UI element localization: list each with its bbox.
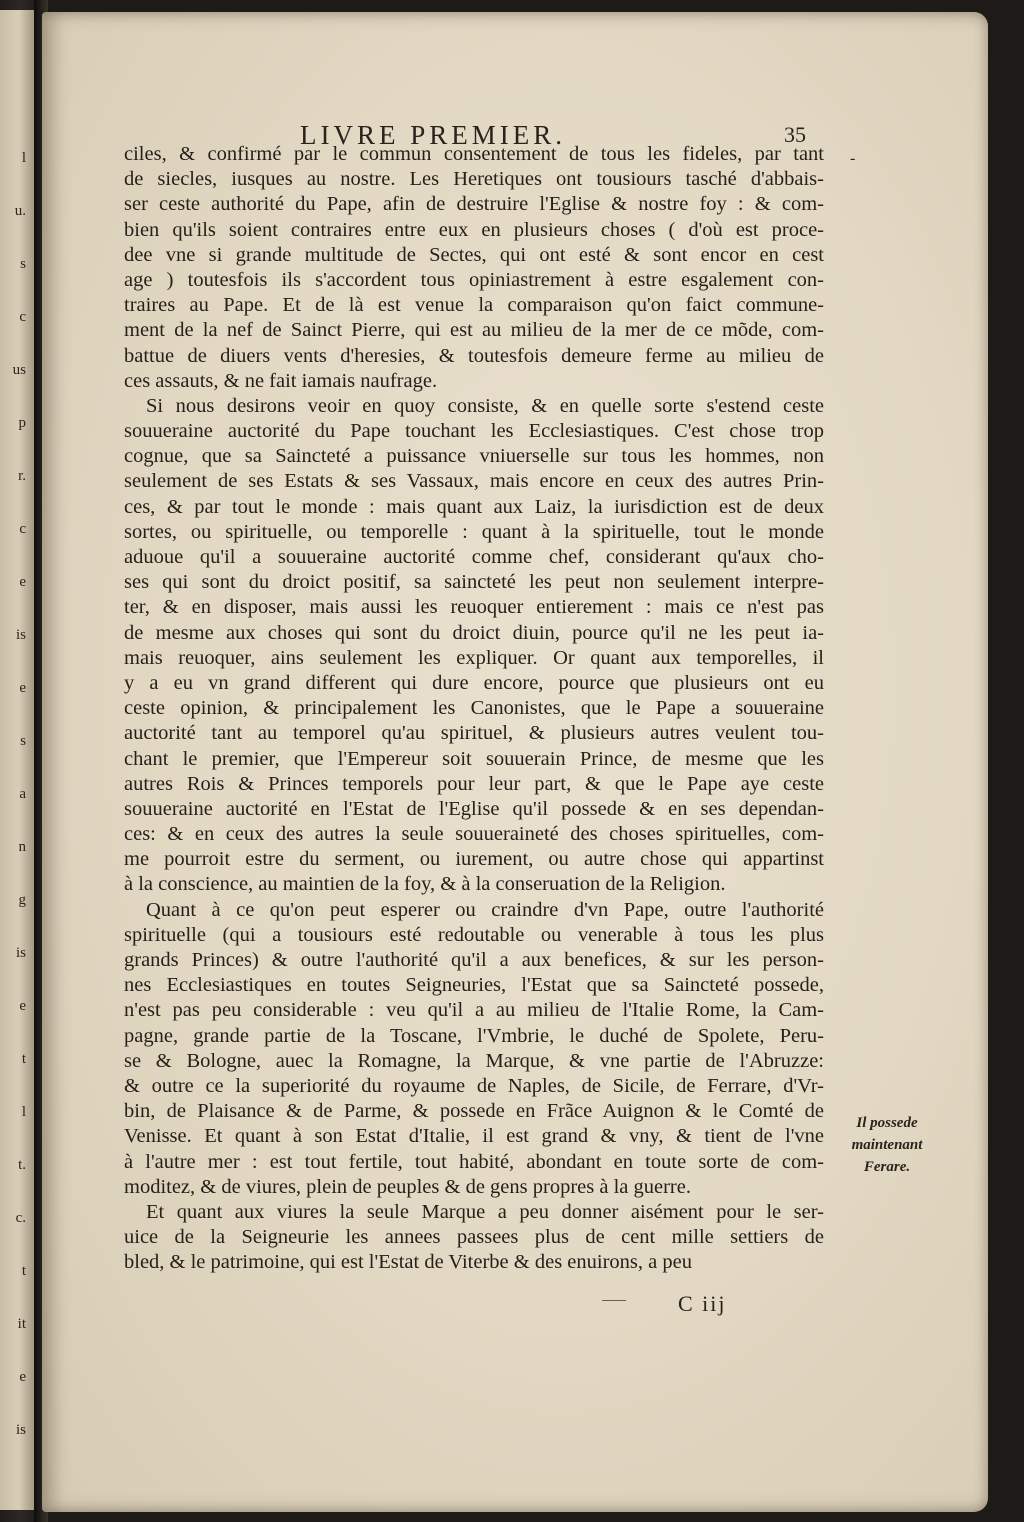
text-line: bled, & le patrimoine, qui est l'Estat de Viterbe & des enuirons, a peu (124, 1251, 692, 1274)
text-line: ceste opinion, & principalement les Canonistes, que le Pape a souueraine (124, 697, 824, 720)
page (42, 12, 988, 1512)
text-line: Venisse. Et quant à son Estat d'Italie, il est grand & vny, & tient de l'vne (124, 1125, 824, 1148)
text-line: battue de diuers vents d'heresies, & toutesfois demeure ferme au milieu de (124, 344, 824, 367)
text-line: autres Rois & Princes temporels pour leur part, & que le Pape aye ceste (124, 772, 824, 795)
text-line: chant le premier, que l'Empereur soit souuerain Prince, de mesme que les (124, 747, 824, 770)
text-line: de siecles, iusques au nostre. Les Heretiques ont tousiours tasché d'abbais- (124, 168, 824, 191)
text-line: traires au Pape. Et de là est venue la comparaison qu'on faict commune- (124, 294, 824, 317)
text-line: souueraine auctorité en l'Estat de l'Eglise qu'il possede & en ses dependan- (124, 797, 824, 820)
text-line: seulement de ses Estats & ses Vassaux, mais encore en ceux des autres Prin- (124, 470, 824, 493)
left-page-fragment: is (15, 945, 26, 961)
text-line: Et quant aux viures la seule Marque a peu donner aisément pour le ser- (146, 1200, 824, 1223)
text-line: auctorité tant au temporel qu'au spirituel, & plusieurs autres veulent tou- (124, 722, 824, 745)
left-page-fragment: g (18, 892, 26, 908)
text-line: ses qui sont du droict positif, sa saincteté les peut non seulement interpre- (124, 571, 824, 594)
left-page-fragment: p (18, 415, 26, 431)
left-page-fragment: r. (18, 468, 26, 484)
text-line: souueraine auctorité du Pape touchant les Ecclesiastiques. C'est chose trop (124, 420, 824, 443)
text-line: spirituelle (qui a tousiours esté redoutable ou venerable à tous les plus (124, 923, 824, 946)
text-line: cognue, que sa Saincteté a puissance vniuerselle sur tous les hommes, non (124, 445, 824, 468)
text-line: Quant à ce qu'on peut esperer ou craindre d'vn Pape, outre l'authorité (146, 898, 824, 921)
text-line: dee vne si grande multitude de Sectes, qui ont esté & sont encor en cest (124, 243, 824, 266)
text-line: mais reuoquer, ains seulement les expliquer. Or quant aux temporelles, il (124, 646, 824, 669)
text-line: à l'autre mer : est tout fertile, tout habité, abondant en toute sorte de com- (124, 1150, 824, 1173)
left-page-fragment: a (19, 786, 26, 802)
text-line: grands Princes) & outre l'authorité qu'il a aux benefices, & sur les person- (124, 949, 824, 971)
text-line: de mesme aux choses qui sont du droict diuin, pource qu'il ne les peut ia- (124, 621, 824, 644)
left-page-fragment: e (19, 1369, 26, 1385)
left-page-fragment: c (19, 309, 26, 325)
text-line: sortes, ou spirituelle, ou temporelle : quant à la spirituelle, tout le monde (124, 520, 824, 543)
text-line: & outre ce la superiorité du royaume de Naples, de Sicile, de Ferrare, d'Vr- (124, 1074, 824, 1097)
text-line: à la conscience, au maintien de la foy, & à la conseruation de la Religion. (124, 873, 726, 896)
catchword-rule (602, 1300, 626, 1301)
margin-note (828, 1112, 946, 1178)
text-line: uice de la Seigneurie les annees passees plus de cent mille settiers de (124, 1226, 824, 1249)
margin-note-line: Ferare. (863, 1159, 911, 1175)
text-line: bien qu'ils soient contraires entre eux en plusieurs choses ( d'où est proce- (124, 218, 824, 241)
left-page-fragment: t. (18, 1157, 26, 1173)
left-page-fragment: e (19, 680, 26, 696)
margin-note-line: Il possede (856, 1115, 918, 1131)
text-line: bin, de Plaisance & de Parme, & possede en Frãce Auignon & le Comté de (124, 1100, 824, 1123)
body-text (124, 142, 824, 1275)
text-line: nes Ecclesiastiques en toutes Seigneuries, l'Estat que sa Saincteté possede, (124, 974, 824, 997)
text-line: ser ceste authorité du Pape, afin de destruire l'Eglise & nostre foy : & com- (124, 193, 824, 216)
left-page-fragment: is (15, 1422, 26, 1438)
text-line: age ) toutesfois ils s'accordent tous opiniastrement à estre esgalement con- (124, 268, 824, 291)
text-line: ces: & en ceux des autres la seule souueraineté des choses spirituelles, com- (124, 823, 824, 846)
left-page-fragment: l (21, 1104, 26, 1120)
running-head: LIVRE PREMIER. (300, 120, 567, 150)
text-line: se & Bologne, auec la Romagne, la Marque, & vne partie de l'Abruzze: (124, 1049, 824, 1072)
left-page-fragment: us (12, 362, 26, 378)
text-line: n'est pas peu considerable : veu qu'il a au milieu de l'Italie Rome, la Cam- (124, 999, 824, 1022)
left-page-fragment: l (21, 150, 26, 166)
text-line: ter, & en disposer, mais aussi les reuoquer entierement : mais ce n'est pas (124, 596, 824, 619)
text-line: Si nous desirons veoir en quoy consiste, & en quelle sorte s'estend ceste (146, 394, 824, 417)
text-line: y a eu vn grand different qui dure encore, pource que plusieurs ont eu (124, 671, 824, 694)
text-line: ces assauts, & ne fait iamais naufrage. (124, 369, 438, 392)
margin-dash: - (850, 150, 856, 167)
left-page-fragment: c (19, 521, 26, 537)
left-page-fragment: c. (15, 1210, 26, 1226)
left-page-fragment: n (18, 839, 26, 855)
text-line: ment de la nef de Sainct Pierre, qui est au milieu de la mer de ce mõde, com- (124, 319, 824, 342)
text-line: ces, & par tout le monde : mais quant aux Laiz, la iurisdiction est de deux (124, 495, 824, 518)
text-line: ciles, & confirmé par le commun consentement de tous les fideles, par tant (124, 143, 824, 165)
text-line: moditez, & de viures, plein de peuples & de gens propres à la guerre. (124, 1175, 691, 1198)
left-page-fragment: e (19, 574, 26, 590)
folio-number: 35 (784, 122, 806, 147)
left-page-fragment: u. (14, 203, 26, 219)
text-line: me pourroit estre du serment, ou iurement, ou autre chose qui appartinst (124, 848, 824, 871)
text-line: aduoue qu'il a souueraine auctorité comme chef, considerant qu'aux cho- (124, 546, 824, 568)
left-page-edge (0, 10, 34, 1510)
left-page-fragment: s (20, 733, 26, 749)
text-line: pagne, grande partie de la Toscane, l'Vmbrie, le duché de Spolete, Peru- (124, 1024, 824, 1047)
left-page-fragment: t (21, 1051, 26, 1067)
left-page-fragments (0, 150, 30, 1475)
left-page-fragment: it (17, 1316, 26, 1332)
left-page-fragment: s (20, 256, 26, 272)
signature-mark: C iij (678, 1291, 727, 1316)
left-page-fragment: t (21, 1263, 26, 1279)
left-page-fragment: is (15, 627, 26, 643)
margin-note-line: maintenant (851, 1137, 923, 1153)
left-page-fragment: e (19, 998, 26, 1014)
